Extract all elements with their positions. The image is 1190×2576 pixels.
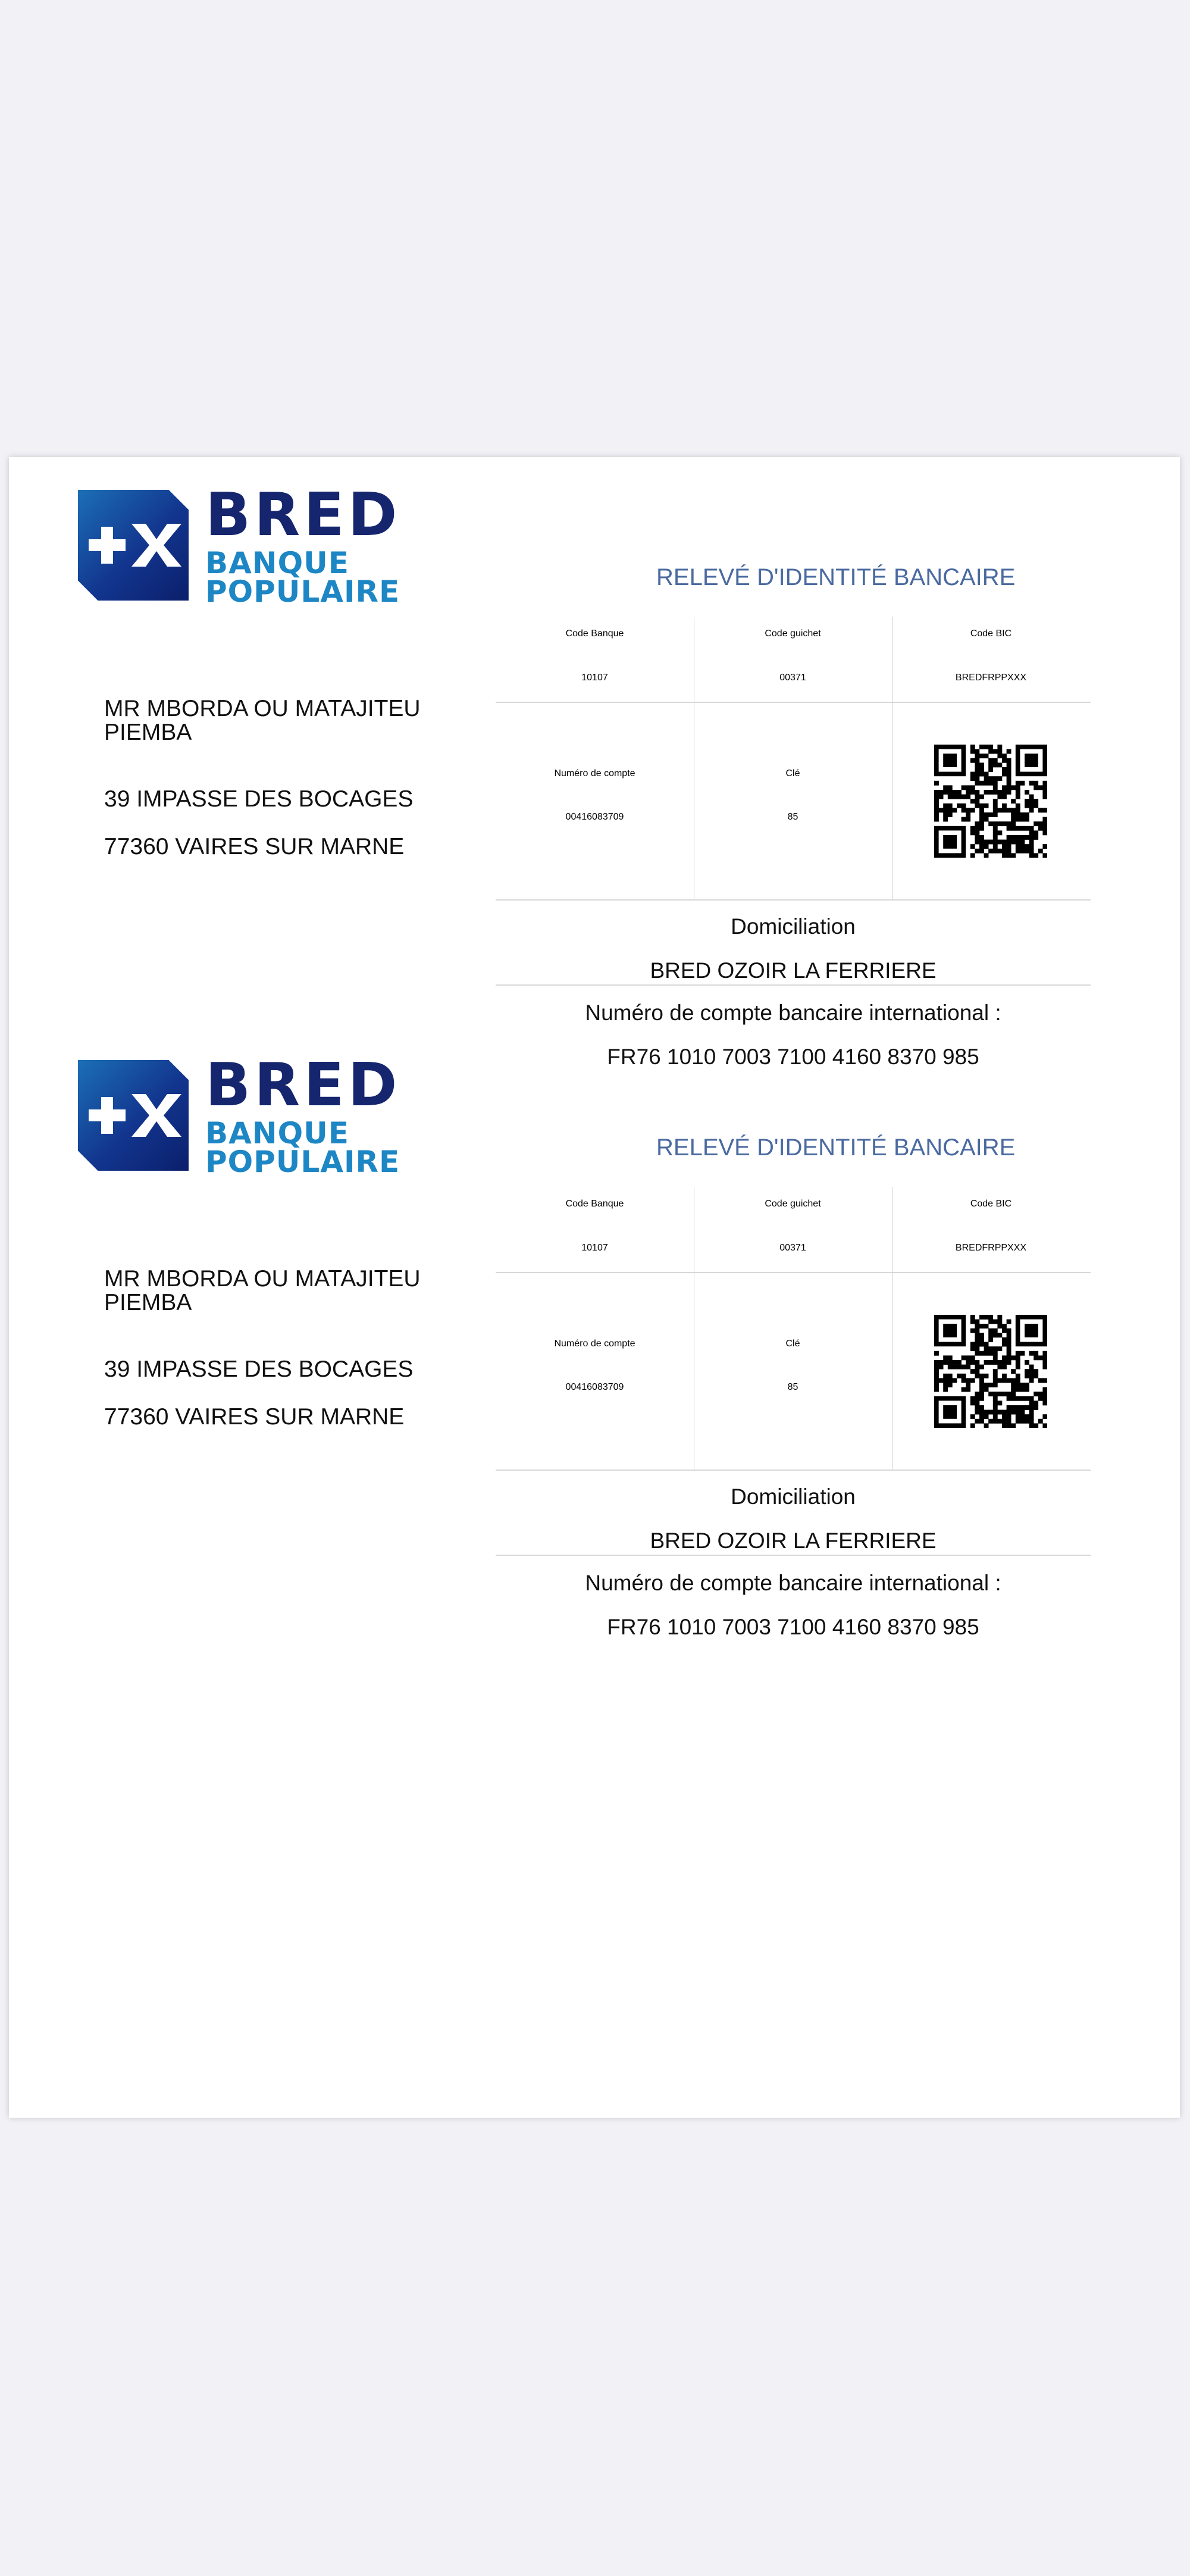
code-banque-value: 10107: [581, 1243, 608, 1253]
divider: [496, 1470, 1091, 1471]
address-city: 77360 VAIRES SUR MARNE: [104, 834, 405, 859]
cle-value: 85: [787, 1382, 798, 1392]
code-bic-value: BREDFRPPXXX: [955, 673, 1027, 683]
code-guichet-value: 00371: [779, 1243, 806, 1253]
logo-sub-populaire: POPULAIRE: [205, 574, 400, 609]
document-page: [9, 457, 1180, 2118]
address-street: 39 IMPASSE DES BOCAGES: [104, 786, 414, 812]
code-bic-label: Code BIC: [970, 1199, 1012, 1209]
bred-logo: [78, 1050, 423, 1179]
divider: [496, 1555, 1091, 1556]
account-holder: MR MBORDA OU MATAJITEU PIEMBA: [104, 696, 421, 745]
account-holder: MR MBORDA OU MATAJITEU PIEMBA: [104, 1266, 421, 1315]
code-guichet-label: Code guichet: [765, 629, 821, 639]
cle-value: 85: [787, 812, 798, 822]
rib-title: RELEVÉ D'IDENTITÉ BANCAIRE: [656, 564, 1016, 590]
logo-sub-banque: BANQUE: [205, 1116, 349, 1151]
logo-sub-populaire: POPULAIRE: [205, 1145, 400, 1179]
logo-word: BRED: [205, 480, 401, 549]
iban-value: FR76 1010 7003 7100 4160 8370 985: [607, 1045, 979, 1069]
divider: [496, 702, 1091, 703]
cle-label: Clé: [785, 1339, 800, 1349]
domiciliation-value: BRED OZOIR LA FERRIERE: [650, 958, 937, 983]
numero-compte-label: Numéro de compte: [554, 768, 635, 779]
domiciliation-label: Domiciliation: [731, 1484, 856, 1509]
cle-label: Clé: [785, 768, 800, 779]
qr-code-icon: [934, 1315, 1047, 1428]
address-street: 39 IMPASSE DES BOCAGES: [104, 1356, 414, 1382]
logo-sub-banque: BANQUE: [205, 546, 349, 580]
logo-word: BRED: [205, 1050, 401, 1120]
code-banque-value: 10107: [581, 673, 608, 683]
address-city: 77360 VAIRES SUR MARNE: [104, 1404, 405, 1430]
code-guichet-value: 00371: [779, 673, 806, 683]
bred-logo: [78, 480, 423, 609]
code-bic-label: Code BIC: [970, 629, 1012, 639]
divider: [496, 984, 1091, 986]
plus-x-logo-icon: [78, 1060, 189, 1171]
plus-x-logo-icon: [78, 490, 189, 601]
iban-value: FR76 1010 7003 7100 4160 8370 985: [607, 1615, 979, 1639]
numero-compte-label: Numéro de compte: [554, 1339, 635, 1349]
code-banque-label: Code Banque: [565, 1199, 624, 1209]
divider: [496, 899, 1091, 901]
rib-block-1: [9, 480, 1180, 1069]
numero-compte-value: 00416083709: [565, 1382, 624, 1392]
divider: [496, 1272, 1091, 1273]
domiciliation-value: BRED OZOIR LA FERRIERE: [650, 1528, 937, 1553]
code-bic-value: BREDFRPPXXX: [955, 1243, 1027, 1253]
rib-title: RELEVÉ D'IDENTITÉ BANCAIRE: [656, 1134, 1016, 1161]
code-guichet-label: Code guichet: [765, 1199, 821, 1209]
numero-compte-value: 00416083709: [565, 812, 624, 822]
rib-block-2: [9, 1050, 1180, 1639]
qr-code-icon: [934, 745, 1047, 858]
code-banque-label: Code Banque: [565, 629, 624, 639]
iban-label: Numéro de compte bancaire international :: [585, 1001, 1001, 1025]
iban-label: Numéro de compte bancaire international :: [585, 1571, 1001, 1595]
domiciliation-label: Domiciliation: [731, 914, 856, 939]
